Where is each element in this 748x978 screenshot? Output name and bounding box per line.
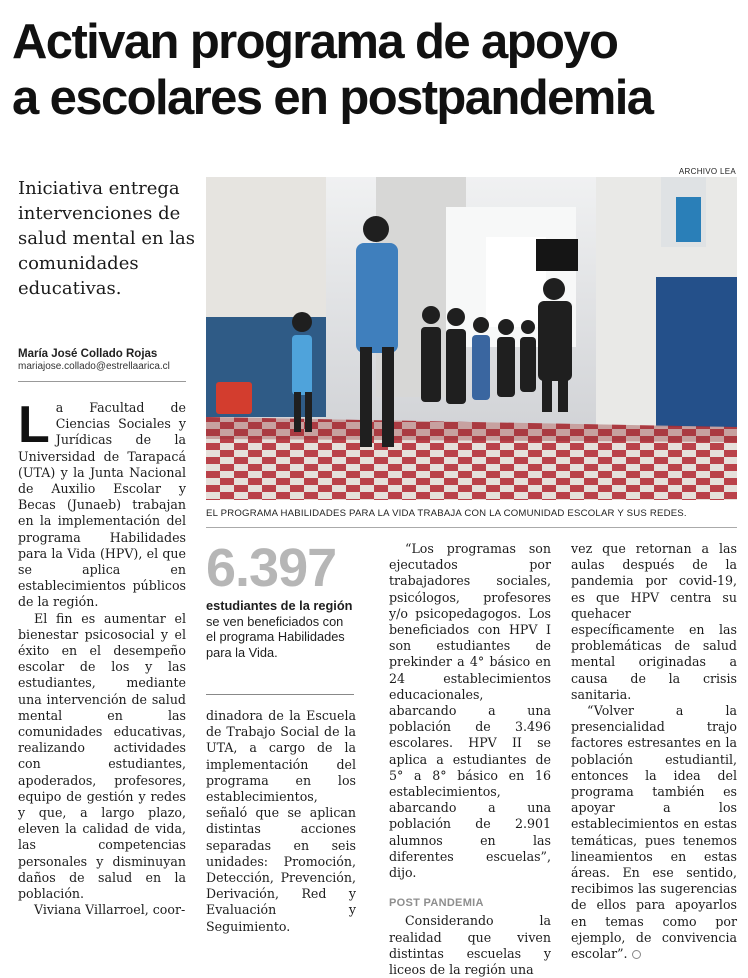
school-hallway-illustration	[206, 177, 737, 500]
byline	[18, 348, 188, 372]
caption-divider	[206, 527, 737, 528]
paragraph: Viviana Villarroel, coor-	[34, 902, 186, 918]
stat-divider	[206, 694, 354, 695]
headline-line-2: a escolares en postpandemia	[12, 71, 653, 125]
paragraph-text: “Volver a la presencialidad trajo factores estresantes en la población estudiantil, entonces la idea del programa también es apoyar a los establecimientos en estas temáticas, pues tenemos lineamientos en estas áreas. En ese sentido, recibimos las sugerencias de ellos para apoyarlos en temas como por ejemplo, de convivencia escolar”.	[571, 703, 737, 962]
article-column-4	[571, 541, 737, 962]
article-column-3	[389, 541, 551, 978]
end-of-article-icon	[632, 950, 641, 959]
paragraph: vez que retornan a las aulas después de la pandemia por covid-19, es que HPV centra su quehacer específicamente en las problemáticas de salud mental originadas a causa de la crisis sanitaria.	[571, 541, 737, 702]
paragraph: dinadora de la Escuela de Trabajo Social de la UTA, a cargo de la implementación del programa en los establecimientos, señaló que se aplican distintas acciones separadas en seis unidades: Promoción, Detección, Prevención, Derivación, Red y Evaluación y Seguimiento.	[206, 708, 356, 934]
paragraph	[571, 703, 737, 962]
headline	[12, 14, 738, 126]
stat-highlight: estudiantes de la región	[206, 598, 353, 613]
author-name: María José Collado Rojas	[18, 348, 158, 360]
stat-rest: se ven beneficiados con el programa Habilidades para la Vida.	[206, 613, 345, 660]
headline-line-1: Activan programa de apoyo	[12, 15, 618, 69]
byline-divider	[18, 381, 186, 382]
paragraph: “Los programas son ejecutados por trabajadores sociales, psicólogos, profesores y/o psicopedagogos. Los beneficiados con HPV I son estudiantes de prekinder a 4° básico en 24 establecimientos educacionales, abarcando a una población de 3.496 escolares. HPV II se aplica a estudiantes de 5° a 8° básico en 16 establecimientos, abarcando a una población de 2.901 alumnos en las diferentes escuelas”, dijo.	[389, 541, 551, 881]
article-column-2	[206, 708, 356, 935]
stat-number: 6.397	[206, 538, 337, 598]
drop-cap: L	[18, 396, 50, 454]
deck-subtitle: Iniciativa entrega intervenciones de salud mental en las comunidades educativas.	[18, 178, 196, 299]
author-email: mariajose.collado@estrellaarica.cl	[18, 361, 170, 372]
photo-caption: EL PROGRAMA HABILIDADES PARA LA VIDA TRABAJA CON LA COMUNIDAD ESCOLAR Y SUS REDES.	[206, 508, 687, 519]
section-subhead: POST PANDEMIA	[389, 897, 484, 910]
photo-credit: ARCHIVO LEA	[678, 167, 736, 176]
article-photo	[206, 177, 737, 500]
paragraph: Considerando la realidad que viven distintas escuelas y liceos de la región una	[389, 913, 551, 978]
stat-callout	[206, 538, 354, 660]
stat-description	[206, 598, 354, 660]
paragraph: a Facultad de Ciencias Sociales y Jurídicas de la Universidad de Tarapacá (UTA) y la Junta Nacional de Auxilio Escolar y Becas (Junaeb) trabajan en la implementación del programa Habilidades para la Vida (HPV), el que se aplica en establecimientos públicos de la región.	[18, 400, 186, 610]
paragraph: El fin es aumentar el bienestar psicosocial y el éxito en el desempeño escolar de los y las estudiantes, mediante una intervención de salud mental en las comunidades educativas, realizando actividades con estudiantes, apoderados, profesores, equipo de gestión y redes y que, a largo plazo, eleven la calidad de vida, las competencias personales y disminuyan daños de salud en la población.	[18, 610, 186, 902]
article-column-1	[18, 396, 186, 919]
